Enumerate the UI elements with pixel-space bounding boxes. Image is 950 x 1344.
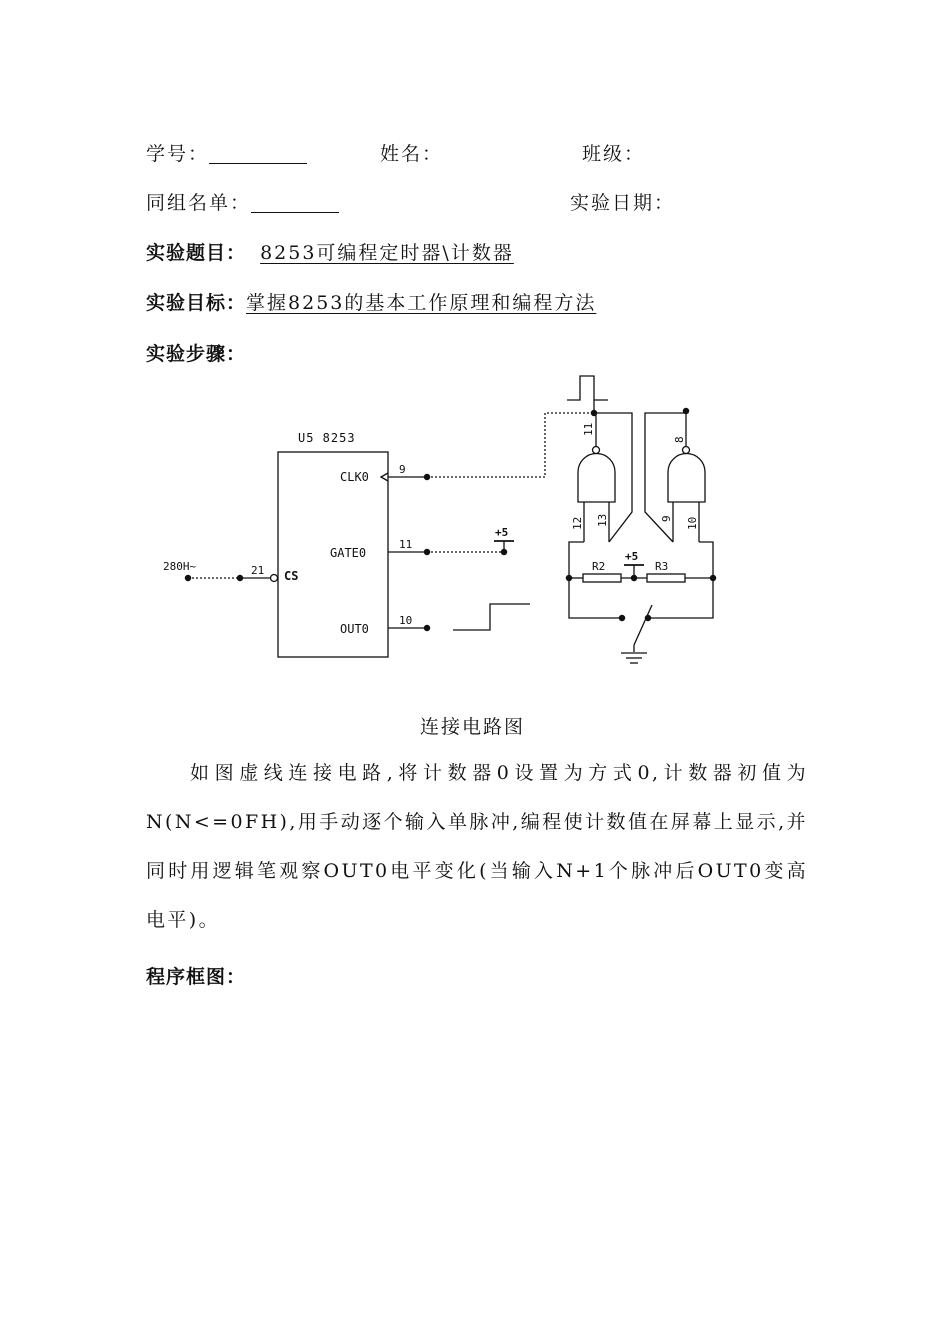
title-value: 8253可编程定时器\计数器 <box>260 242 514 264</box>
goal-value: 掌握8253的基本工作原理和编程方法 <box>246 292 597 314</box>
out-node <box>424 625 429 630</box>
date-label: 实验日期： <box>570 192 676 214</box>
resistor-r3 <box>647 574 685 582</box>
class-label: 班级： <box>582 143 646 165</box>
student-id-label: 学号： <box>146 143 210 165</box>
cs-inverter-bubble <box>271 575 278 582</box>
student-id-blank <box>209 145 307 164</box>
resistor-r2 <box>583 574 621 582</box>
name-label: 姓名： <box>380 143 444 165</box>
goal-label: 实验目标： <box>146 292 247 314</box>
figure-caption: 连接电路图 <box>420 716 526 738</box>
right-bus <box>648 542 713 618</box>
left-bus <box>569 542 622 618</box>
gate-pin-11: 11 <box>582 422 595 436</box>
gate-pin-number: 11 <box>399 538 413 551</box>
circuit-diagram <box>0 360 950 690</box>
gate-pin-9: 9 <box>660 515 673 522</box>
gate-pin-12: 12 <box>571 516 584 530</box>
switch-lever <box>634 605 652 645</box>
nand1-output-bubble <box>593 447 600 454</box>
experiment-title <box>146 238 514 265</box>
out-pin-number: 10 <box>399 614 413 627</box>
group-blank <box>251 194 339 213</box>
nand-gate-2 <box>668 454 705 503</box>
student-id-field <box>146 139 307 166</box>
steps-label: 实验步骤： <box>146 343 247 365</box>
vcc2-label: +5 <box>625 550 639 563</box>
cs-pin-number: 21 <box>251 564 265 577</box>
pin-cs-label: CS <box>284 569 299 583</box>
body-paragraph: 如图虚线连接电路,将计数器0设置为方式0,计数器初值为N(N<=0FH),用手动逐个输入单脉冲,编程使计数值在屏幕上显示,并同时用逻辑笔观察OUT0电平变化(当输入N+1个脉冲后OUT0变高电平)。 <box>146 762 808 931</box>
clk-arrow <box>381 473 388 481</box>
address-node <box>185 575 190 580</box>
right-resistor-node <box>710 575 715 580</box>
clk-pin-number: 9 <box>399 463 406 476</box>
vcc1-label: +5 <box>495 526 509 539</box>
group-field <box>146 188 339 215</box>
clk-dashed-wire <box>427 413 594 477</box>
flowchart-label: 程序框图： <box>146 966 247 988</box>
gate-pin-13: 13 <box>596 513 609 527</box>
pin-out-label: OUT0 <box>340 622 369 636</box>
group-label: 同组名单： <box>146 192 252 214</box>
pin-gate-label: GATE0 <box>330 546 367 560</box>
experiment-goal <box>146 288 596 315</box>
chip-label: U5 8253 <box>298 431 356 445</box>
out-step-waveform <box>453 604 530 630</box>
title-label: 实验题目： <box>146 242 247 264</box>
pin-clk-label: CLK0 <box>340 470 369 484</box>
cs-node <box>237 575 242 580</box>
gate-pin-10: 10 <box>686 516 699 530</box>
r3-label: R3 <box>655 560 669 573</box>
nand-gate-1 <box>578 454 615 503</box>
address-label: 280H~ <box>163 560 197 573</box>
switch-left-contact <box>619 615 624 620</box>
nand2-output-bubble <box>683 447 690 454</box>
gate-pin-8: 8 <box>673 436 686 443</box>
r2-label: R2 <box>592 560 606 573</box>
pulse-symbol <box>567 376 608 400</box>
